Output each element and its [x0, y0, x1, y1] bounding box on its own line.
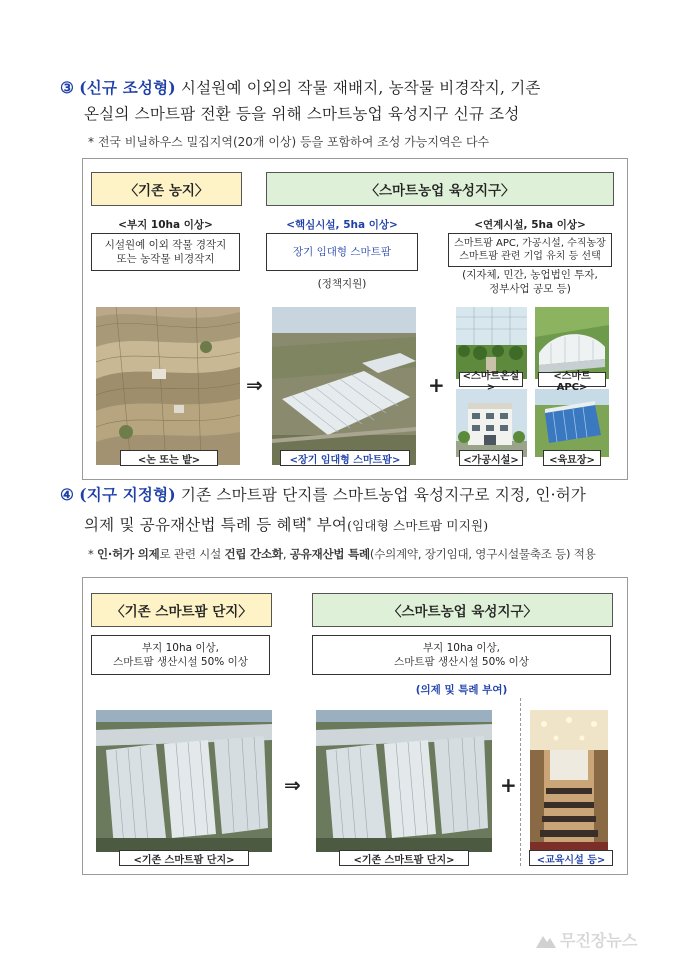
section4-photo3-caption-box: [529, 850, 613, 866]
section3-photo1-caption-box: [120, 450, 218, 466]
processing-facility-photo: [456, 389, 527, 457]
grid-caption-processing: <가공시설>: [463, 454, 519, 466]
section4-right-header: 〈스마트농업 육성지구〉: [312, 593, 613, 627]
grid-caption-smart-apc: <스마트APC>: [553, 370, 591, 393]
section4-note-text1: 로 관련 시설: [159, 547, 225, 561]
watermark-text: 무진장뉴스: [560, 931, 638, 950]
grid-caption-box-4: [543, 450, 601, 466]
section4-photo3-caption: <교육시설 등>: [536, 854, 606, 866]
section4-left-box: [91, 635, 270, 675]
section4-photo1-caption: <기존 스마트팜 단지>: [133, 854, 235, 866]
section4-note-star: *: [88, 547, 98, 561]
grid-caption-smart-greenhouse: <스마트온실>: [462, 370, 520, 393]
arrow-right-icon: ⇒: [246, 373, 263, 397]
arrow-right-icon-2: ⇒: [284, 773, 301, 797]
section3-col1-line1: 시설원예 이외 작물 경작지: [104, 239, 227, 251]
section4-note-bold2: 건립 간소화: [224, 547, 283, 561]
grid-caption-box-2: [538, 370, 606, 393]
section4-line2-text: 의제 및 공유재산법 특례 등 혜택: [84, 516, 307, 535]
section4-line1-text: 기존 스마트팜 단지를 스마트농업 육성지구로 지정, 인·허가: [180, 486, 587, 504]
section3-col2-sub: <핵심시설, 5ha 이상>: [286, 219, 398, 231]
farmland-aerial-photo: [96, 307, 240, 465]
section3-col3-extra: [448, 268, 612, 296]
section4-photo1-caption-box: [119, 850, 249, 866]
divider-line: [520, 698, 521, 866]
watermark: [536, 928, 637, 951]
existing-smartfarm-complex-photo-2: [316, 710, 492, 852]
section4-line2-paren: (임대형 스마트팜 미지원): [347, 518, 489, 534]
section3-col3-extra2: 정부사업 공모 등): [489, 283, 571, 295]
section4-note-bold3: 공유재산법 특례: [289, 547, 370, 561]
section3-line1: [60, 76, 541, 100]
section4-photo2-caption-box: [339, 850, 469, 866]
section4-right-extra: (의제 및 특례 부여): [415, 684, 508, 696]
section4-right-box: [312, 635, 611, 675]
section4-tag: (지구 지정형): [79, 485, 176, 504]
section3-left-header: 〈기존 농지〉: [91, 172, 242, 206]
grid-caption-nursery: <육묘장>: [549, 454, 595, 466]
section3-col2-box: [266, 233, 418, 271]
grid-caption-box-3: [459, 450, 523, 466]
section4-left-header: 〈기존 스마트팜 단지〉: [91, 593, 272, 627]
mountain-logo-icon: [536, 932, 556, 948]
section4-number: ④: [60, 485, 75, 504]
section4-note-text3: (수의계약, 장기임대, 영구시설물축조 등) 적용: [369, 547, 596, 561]
section3-right-header: 〈스마트농업 육성지구〉: [266, 172, 614, 206]
section3-col1-line2: 또는 농작물 비경작지: [116, 253, 215, 265]
plus-icon: +: [428, 373, 445, 397]
section4-right-line1: 부지 10ha 이상,: [422, 642, 501, 654]
section4-left-line1: 부지 10ha 이상,: [141, 642, 220, 654]
section3-photo1-caption: <논 또는 밭>: [137, 454, 201, 466]
section3-line2: 온실의 스마트팜 전환 등을 위해 스마트농업 육성지구 신규 조성: [84, 105, 520, 123]
section4-note-text2: ,: [282, 547, 290, 561]
grid-caption-box-1: [459, 370, 523, 393]
section3-col3-line1: 스마트팜 APC, 가공시설, 수직농장: [454, 238, 606, 249]
section4-footnote-star: *: [306, 517, 312, 527]
section3-col1-sub: <부지 10ha 이상>: [118, 219, 213, 231]
leased-smartfarm-aerial-photo: [272, 307, 416, 465]
section3-number: ③: [60, 78, 75, 97]
section4-line1: [60, 483, 586, 507]
section3-col2-extra: (정책지원): [317, 278, 367, 290]
section3-photo2-caption-box: [280, 450, 410, 466]
section3-tag: (신규 조성형): [79, 78, 176, 97]
section4-right-line2: 스마트팜 생산시설 50% 이상: [394, 656, 529, 668]
existing-smartfarm-complex-photo-1: [96, 710, 272, 852]
section3-col3-sub: <연계시설, 5ha 이상>: [474, 219, 586, 231]
section3-photo2-caption: <장기 임대형 스마트팜>: [289, 454, 401, 466]
section4-photo2-caption: <기존 스마트팜 단지>: [353, 854, 455, 866]
section4-note: [88, 546, 596, 562]
section3-col3-line2: 스마트팜 관련 기업 유치 등 선택: [459, 251, 601, 262]
education-facility-photo: [530, 710, 608, 852]
section3-col3-box: [448, 233, 612, 267]
nursery-photo: [535, 389, 609, 457]
section3-line1-text: 시설원예 이외의 작물 재배지, 농작물 비경작지, 기존: [180, 79, 541, 97]
section4-note-bold1: 인·허가 의제: [97, 547, 160, 561]
section3-col3-extra1: (지자체, 민간, 농업법인 투자,: [462, 269, 598, 281]
plus-icon-2: +: [500, 773, 517, 797]
section4-line2-grant: 부여: [311, 516, 348, 535]
section3-col2-line: 장기 임대형 스마트팜: [293, 246, 391, 258]
section4-left-line2: 스마트팜 생산시설 50% 이상: [113, 656, 248, 668]
section3-col1-box: [91, 233, 240, 271]
section3-note: * 전국 비닐하우스 밀집지역(20개 이상) 등을 포함하여 조성 가능지역은 다수: [88, 135, 490, 149]
section4-line2: [84, 510, 488, 538]
